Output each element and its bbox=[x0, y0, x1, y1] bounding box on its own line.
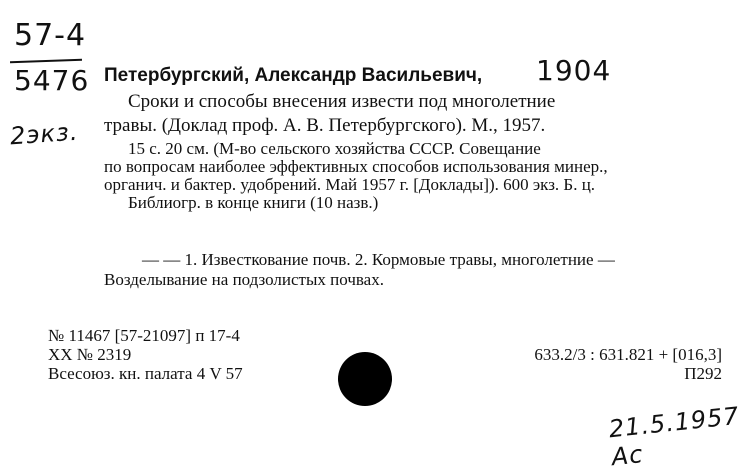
subject-line-2: Возделывание на подзолистых почвах. bbox=[104, 270, 384, 289]
series-line-2: органич. и бактер. удобрений. Май 1957 г. [Доклады]). 600 экз. Б. ц. bbox=[104, 175, 596, 194]
series-line-1: по вопросам наиболее эффективных способов использования минер., bbox=[104, 157, 608, 176]
collation-line: 15 с. 20 см. (М-во сельского хозяйства СССР. Совещание bbox=[128, 139, 541, 158]
catalog-number: XX № 2319 bbox=[48, 345, 132, 364]
author-mark: П292 bbox=[684, 364, 722, 383]
subject-line-1: — — 1. Известкование почв. 2. Кормовые травы, многолетние — bbox=[142, 250, 615, 269]
shelf-mark-bottom: 5476 bbox=[14, 64, 90, 97]
publisher-stamp: Всесоюз. кн. палата 4 V 57 bbox=[48, 364, 243, 383]
birth-year: 1904 bbox=[536, 54, 612, 87]
handwritten-date: 21.5.1957 Ac bbox=[607, 401, 741, 471]
bibliography-note: Библиогр. в конце книги (10 назв.) bbox=[128, 193, 379, 212]
copies-note: 2экз. bbox=[9, 117, 80, 151]
shelf-mark-divider bbox=[10, 59, 82, 64]
title-line-2: травы. (Доклад проф. А. В. Петербургского). М., 1957. bbox=[104, 115, 546, 136]
title-line-1: Сроки и способы внесения извести под многолетние bbox=[128, 91, 556, 112]
shelf-mark-top: 57-4 bbox=[14, 18, 87, 53]
card-punch-hole bbox=[338, 352, 392, 406]
author-heading: Петербургский, Александр Васильевич, bbox=[104, 65, 483, 86]
registration-number: № 11467 [57-21097] п 17-4 bbox=[48, 326, 240, 345]
classification-code: 633.2/3 : 631.821 + [016,3] bbox=[534, 345, 722, 364]
